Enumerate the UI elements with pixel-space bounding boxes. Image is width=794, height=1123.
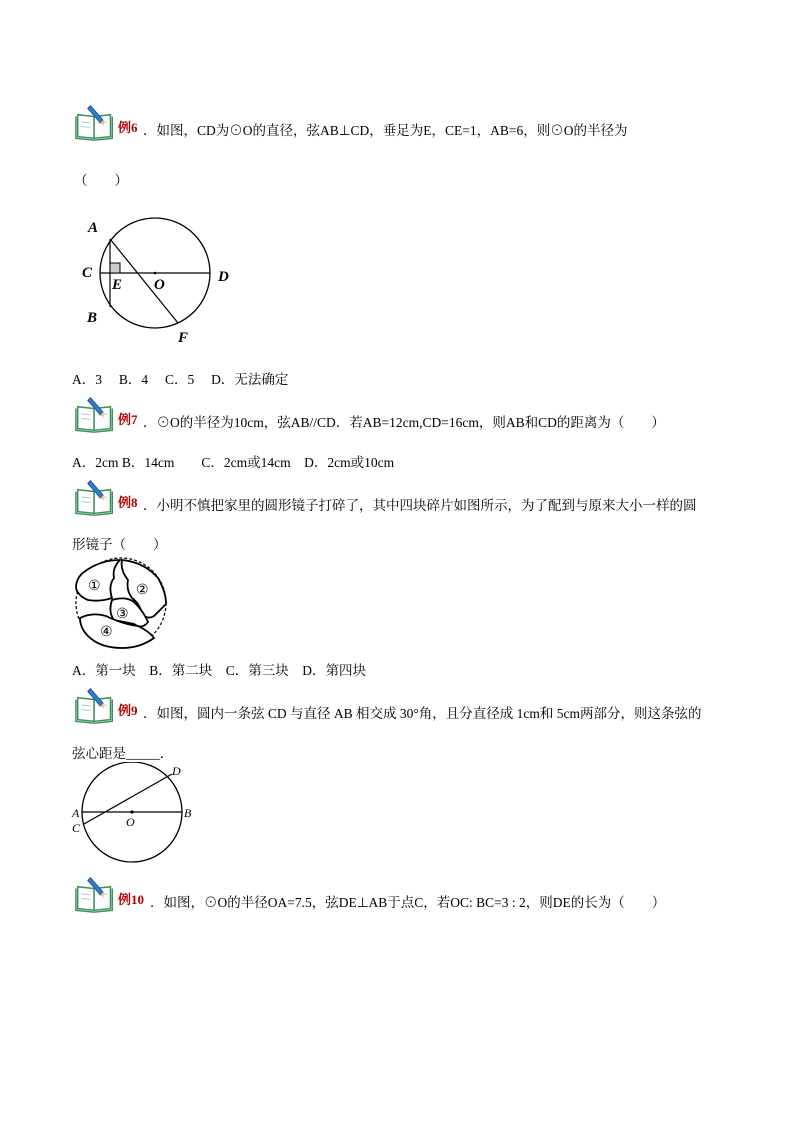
example-6-options: A．3 B．4 C．5 D．无法确定 <box>72 372 289 387</box>
fig9-label-a: A <box>72 806 80 820</box>
fig8-piece-1-label: ① <box>88 579 101 594</box>
example-8-figure <box>70 556 174 652</box>
book-pencil-icon <box>72 477 118 517</box>
example-6-answer-paren: （ ） <box>74 173 128 188</box>
example-6-label: 例6 <box>118 120 138 135</box>
example-6-figure <box>78 215 248 345</box>
fig6-label-b: B <box>87 310 98 326</box>
example-8-label: 例8 <box>118 495 138 510</box>
example-8-options: A．第一块 B．第二块 C．第三块 D．第四块 <box>72 663 367 678</box>
example-9-question-cont: 弦心距是_____． <box>72 746 174 761</box>
fig8-piece-4-label: ④ <box>100 625 113 640</box>
example-9-label: 例9 <box>118 703 138 718</box>
fig6-label-c: C <box>82 265 93 281</box>
example-9-question: ．如图，圆内一条弦 CD 与直径 AB 相交成 30°角，且分直径成 1cm和 5cm两部分，则这条弦的 <box>143 706 702 721</box>
fig8-piece-3-label: ③ <box>116 607 129 622</box>
fig6-label-a: A <box>88 220 99 236</box>
example-8-question-cont: 形镜子（ ） <box>72 537 167 552</box>
fig6-label-f: F <box>178 330 189 345</box>
example-9-figure <box>68 762 202 864</box>
fig9-label-c: C <box>72 821 81 835</box>
book-pencil-icon <box>72 394 118 434</box>
example-10-question: ．如图，⊙O的半径OA=7.5，弦DE⊥AB于点C，若OC: BC=3 : 2，则DE的长为（ ） <box>150 895 666 910</box>
example-7-question: ．⊙O的半径为10cm，弦AB//CD．若AB=12cm,CD=16cm，则AB和CD的距离为（ ） <box>143 415 665 430</box>
fig9-label-b: B <box>184 806 192 820</box>
fig6-label-o: O <box>154 277 165 293</box>
book-pencil-icon <box>72 685 118 725</box>
example-8-question: ．小明不慎把家里的圆形镜子打碎了，其中四块碎片如图所示，为了配到与原来大小一样的圆 <box>143 498 697 513</box>
fig6-label-e: E <box>112 277 123 293</box>
fig9-label-d: D <box>172 764 181 778</box>
example-7-options: A．2cm B．14cm C．2cm或14cm D．2cm或10cm <box>72 455 395 470</box>
example-10-label: 例10 <box>118 892 145 907</box>
book-pencil-icon <box>72 102 118 142</box>
example-7-label: 例7 <box>118 412 138 427</box>
fig9-label-o: O <box>126 815 135 829</box>
fig6-label-d: D <box>218 269 229 285</box>
book-pencil-icon <box>72 874 118 914</box>
example-6-question: ．如图，CD为⊙O的直径，弦AB⊥CD，垂足为E，CE=1，AB=6，则⊙O的半径为 <box>143 123 628 138</box>
fig8-piece-2-label: ② <box>136 583 149 598</box>
